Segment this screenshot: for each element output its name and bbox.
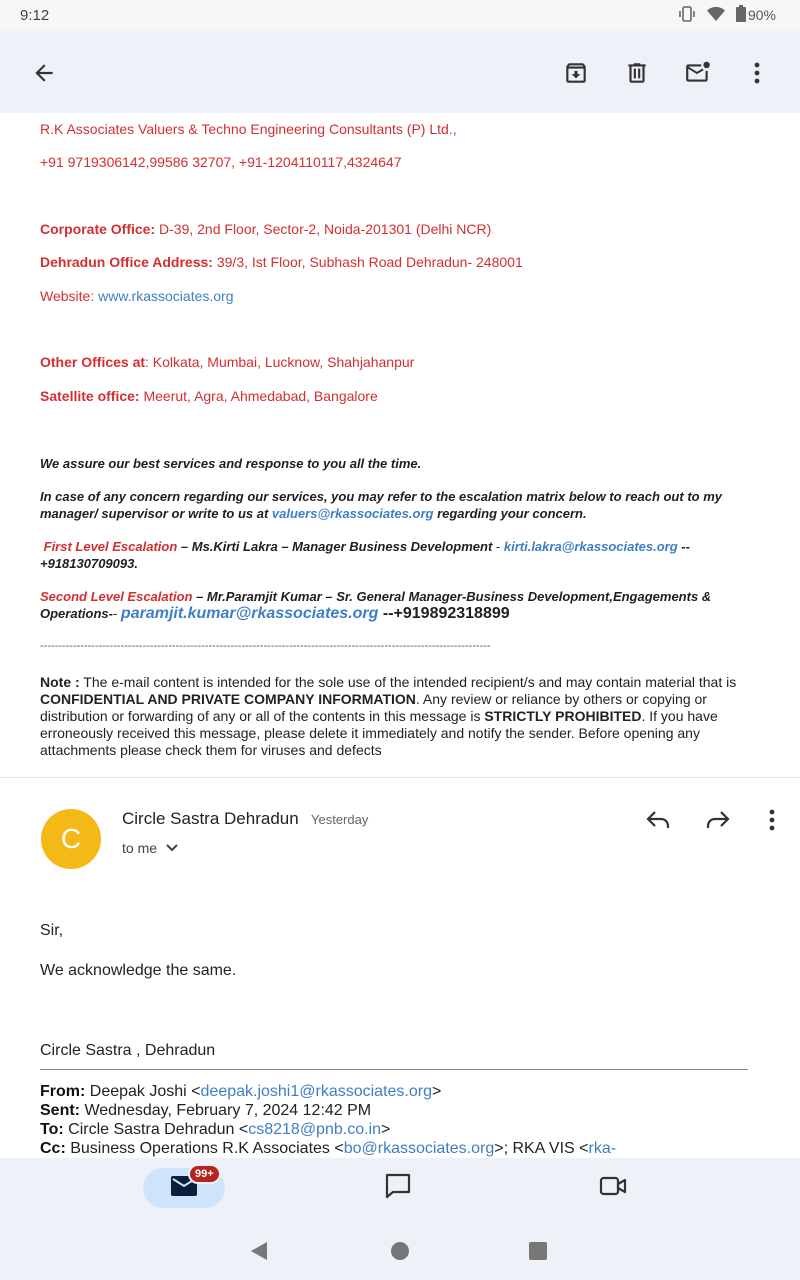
confidential-note: Note : The e-mail content is intended for the sole use of the intended recipient/s and may contain material that is CONFIDENTIAL AND PRIVATE COMPANY INFORMATION. Any review or reliance by others or copying or distribution or forwarding of any or all of the contents in this message is STRICTLY PROHIBITED. If you have erroneously received this message, please delete it immediately and notify the sender. Before opening any attachments please check them for viruses and defects: [40, 674, 737, 758]
system-home-icon[interactable]: [385, 1236, 415, 1266]
more-vert-icon[interactable]: [735, 51, 779, 95]
other-offices: Other Offices at: Kolkata, Mumbai, Lucknow, Shahjahanpur: [40, 354, 415, 370]
nav-meet[interactable]: [591, 1168, 635, 1208]
system-navigation: [0, 1218, 800, 1280]
message-signoff: Circle Sastra , Dehradun: [40, 1042, 216, 1059]
kirti-email-link[interactable]: kirti.lakra@rkassociates.org: [503, 539, 678, 554]
valuers-email-link[interactable]: valuers@rkassociates.org: [271, 506, 434, 521]
message-body: We acknowledge the same.: [40, 962, 237, 979]
status-bar: [0, 0, 800, 31]
unread-badge: 99+: [188, 1164, 221, 1184]
dashed-separator: ---------------------------------------------------------------------------------------------------------------------------: [40, 640, 491, 652]
assure-text: We assure our best services and response to you all the time.: [40, 456, 422, 471]
second-escalation: Second Level Escalation – Mr.Paramjit Kumar – Sr. General Manager-Business Development,Engagements & Operations-- paramjit.kumar@rkassociates.org --+919892318899: [40, 589, 712, 622]
back-arrow-icon[interactable]: [22, 51, 66, 95]
quoted-sent: Sent: Wednesday, February 7, 2024 12:42 PM: [40, 1102, 372, 1119]
system-recents-icon[interactable]: [523, 1236, 553, 1266]
to-email-link[interactable]: cs8218@pnb.co.in: [248, 1121, 381, 1138]
quote-separator: [40, 1069, 748, 1070]
signature-phones: +91 9719306142,99586 32707, +91-1204110117,4324647: [40, 154, 402, 170]
wifi-icon: [706, 6, 726, 25]
battery-level: 90%: [747, 7, 776, 23]
mark-unread-icon[interactable]: [676, 51, 720, 95]
chevron-down-icon: [165, 840, 179, 856]
recipient-details-toggle[interactable]: to me: [122, 840, 179, 856]
bottom-navigation: [0, 1158, 800, 1218]
nav-chat[interactable]: [376, 1168, 420, 1208]
meet-icon: [599, 1175, 627, 1202]
message-greeting: Sir,: [40, 922, 64, 939]
satellite-office: Satellite office: Meerut, Agra, Ahmedabad, Bangalore: [40, 388, 378, 404]
battery-icon: [736, 5, 746, 25]
corporate-office: Corporate Office: D-39, 2nd Floor, Sector-2, Noida-201301 (Delhi NCR): [40, 221, 492, 237]
first-escalation: First Level Escalation – Ms.Kirti Lakra – Manager Business Development - kirti.lakra@rkassociates.org --+918130709093.: [40, 539, 690, 571]
avatar[interactable]: C: [41, 809, 101, 869]
message-divider: [0, 777, 800, 778]
website-link[interactable]: www.rkassociates.org: [98, 288, 234, 304]
cc-email-link[interactable]: bo@rkassociates.org: [343, 1140, 495, 1157]
status-time: 9:12: [20, 7, 50, 24]
quoted-from: From: Deepak Joshi <deepak.joshi1@rkassociates.org>: [40, 1083, 442, 1100]
vibrate-icon: [678, 6, 696, 25]
archive-icon[interactable]: [554, 51, 598, 95]
quoted-to: To: Circle Sastra Dehradun <cs8218@pnb.co.in>: [40, 1121, 391, 1138]
top-toolbar: [0, 31, 800, 113]
concern-text: In case of any concern regarding our services, you may refer to the escalation matrix below to reach out to my manager/ supervisor or write to us at valuers@rkassociates.org regarding your concern.: [40, 489, 722, 521]
chat-icon: [384, 1173, 412, 1204]
system-back-icon[interactable]: [244, 1236, 274, 1266]
trash-icon[interactable]: [615, 51, 659, 95]
dehradun-office: Dehradun Office Address: 39/3, Ist Floor, Subhash Road Dehradun- 248001: [40, 254, 523, 270]
forward-icon[interactable]: [696, 800, 740, 840]
reply-icon[interactable]: [636, 800, 680, 840]
website-line: Website: www.rkassociates.org: [40, 288, 234, 304]
quoted-cc: Cc: Business Operations R.K Associates <bo@rkassociates.org>; RKA VIS <rka-: [40, 1140, 617, 1157]
cc-email2-link[interactable]: rka-: [588, 1140, 617, 1157]
signature-company: R.K Associates Valuers & Techno Engineering Consultants (P) Ltd.,: [40, 121, 457, 137]
from-email-link[interactable]: deepak.joshi1@rkassociates.org: [200, 1083, 432, 1100]
paramjit-email-link[interactable]: paramjit.kumar@rkassociates.org: [120, 605, 379, 622]
message-time: Yesterday: [311, 812, 369, 827]
message-more-icon[interactable]: [750, 800, 794, 840]
sender-name: Circle Sastra Dehradun: [122, 809, 299, 828]
